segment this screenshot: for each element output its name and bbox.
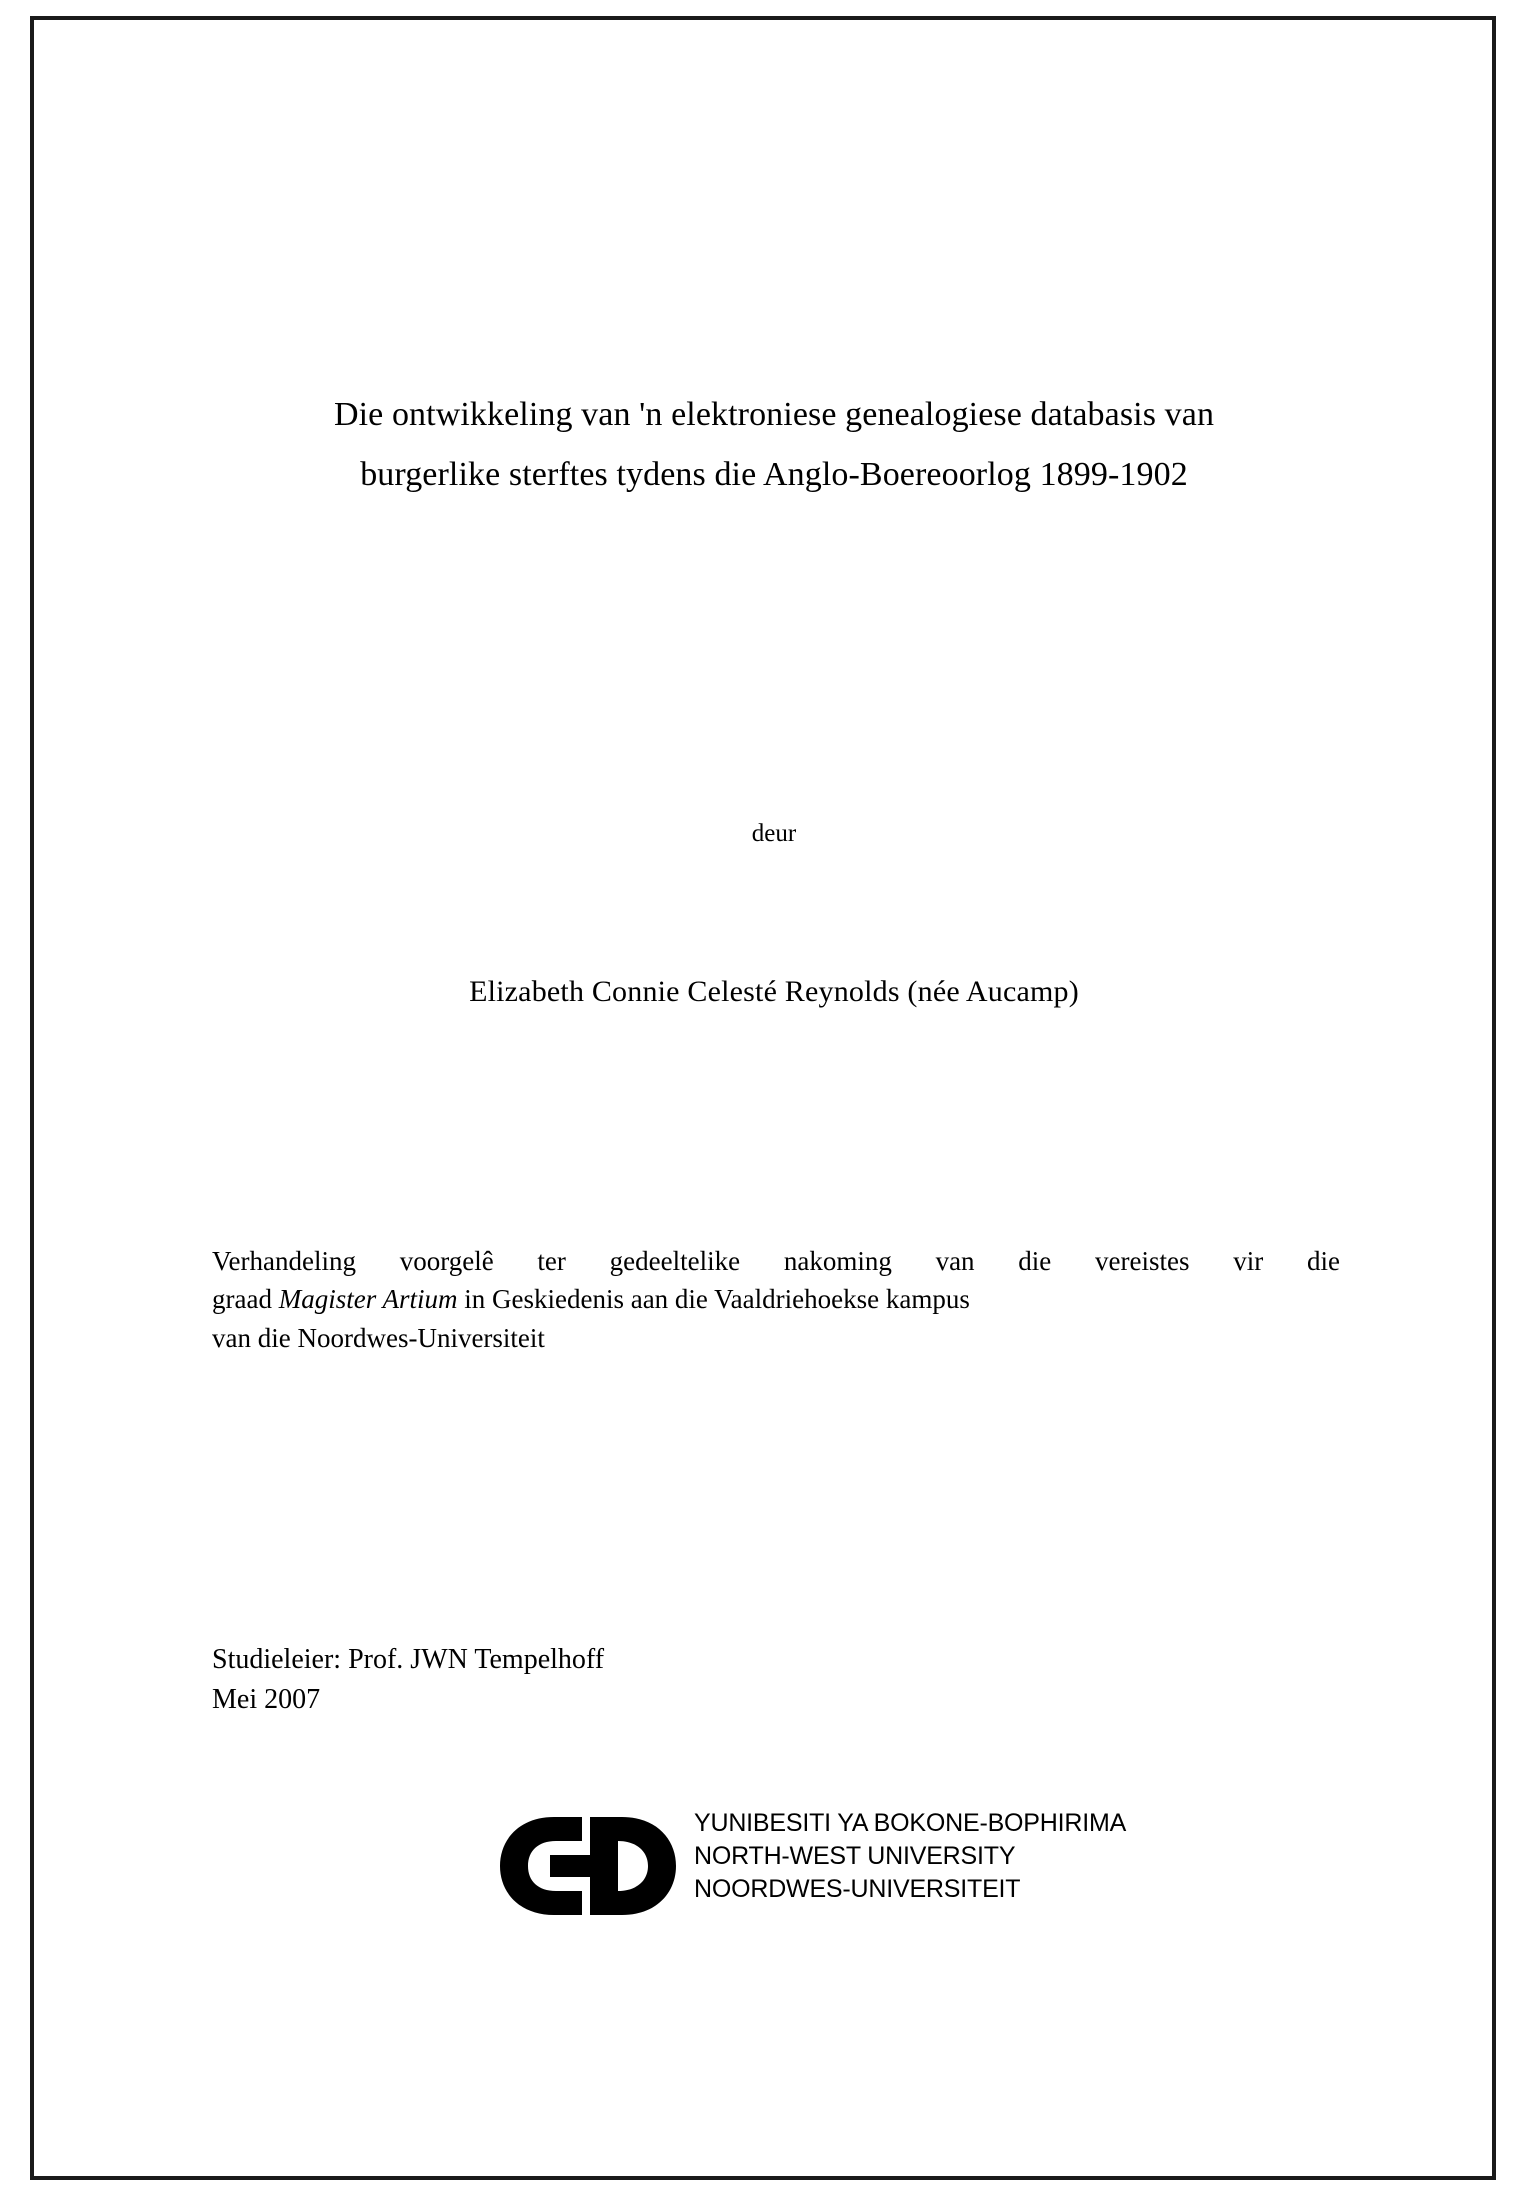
degree-name: Magister Artium	[278, 1284, 458, 1315]
logo-text-line-3: NOORDWES-UNIVERSITEIT	[694, 1875, 1021, 1903]
title-line-1: Die ontwikkeling van 'n elektroniese genealogiese databasis van	[333, 396, 1215, 433]
nwu-logo-icon	[494, 1811, 694, 1921]
submission-date: Mei 2007	[212, 1683, 321, 1715]
by-label: deur	[751, 820, 797, 847]
logo-text-line-2: NORTH-WEST UNIVERSITY	[694, 1842, 1016, 1870]
degree-statement-line-3: van die Noordwes-Universiteit	[212, 1322, 545, 1353]
degree-statement-line-2	[212, 1280, 1340, 1318]
supervisor-block	[212, 1640, 1112, 1720]
degree-statement-line-1: Verhandeling voorgelê ter gedeeltelike nakoming van die vereistes vir die	[212, 1246, 1340, 1276]
degree-statement-line-2-post: in Geskiedenis aan die Vaaldriehoekse kampus	[457, 1284, 970, 1315]
degree-statement	[212, 1242, 1340, 1357]
university-logo	[494, 1805, 1214, 1935]
title-line-2: burgerlike sterftes tydens die Anglo-Boereoorlog 1899-1902	[360, 455, 1188, 493]
page-border	[30, 16, 1496, 2180]
title-page-content	[184, 20, 1364, 2176]
university-logo-text	[694, 1807, 1126, 1906]
supervisor-line: Studieleier: Prof. JWN Tempelhoff	[212, 1644, 605, 1675]
degree-statement-line-2-pre: graad	[212, 1284, 279, 1315]
author-name: Elizabeth Connie Celesté Reynolds (née Aucamp)	[469, 975, 1079, 1008]
page-title	[184, 385, 1364, 504]
logo-text-line-1: YUNIBESITI YA BOKONE-BOPHIRIMA	[694, 1809, 1127, 1837]
